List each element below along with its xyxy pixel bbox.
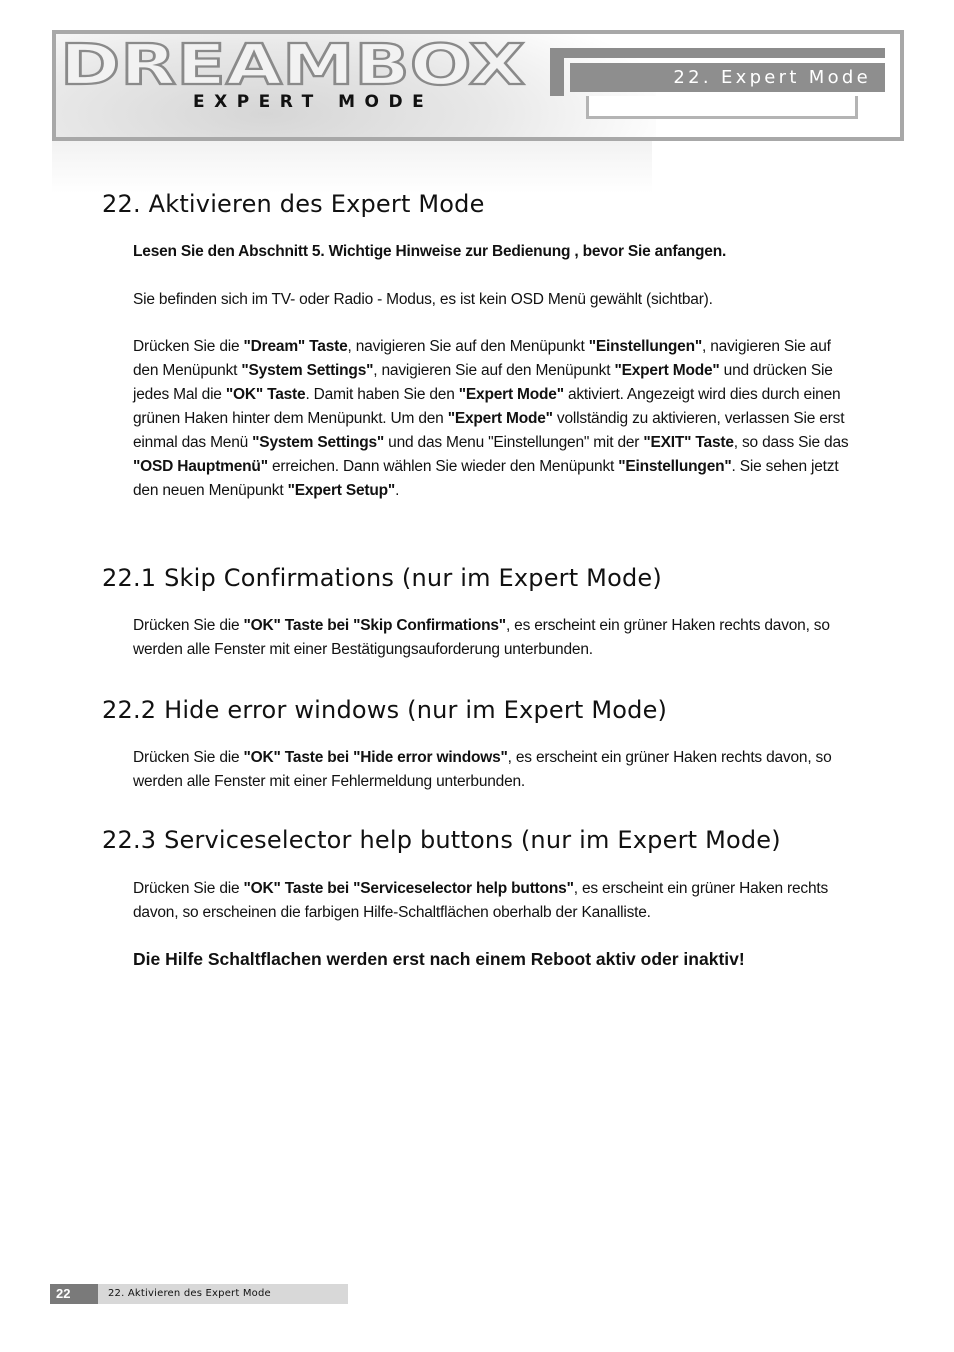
chapter-box-shadow bbox=[550, 48, 564, 96]
section-heading: 22.1 Skip Confirmations (nur im Expert Mode) bbox=[102, 564, 662, 592]
text-run: Drücken Sie die bbox=[133, 880, 244, 897]
paragraph bbox=[133, 240, 853, 264]
bold-text: "OK" Taste bei "Hide error windows" bbox=[243, 749, 508, 766]
bold-text: "Dream" Taste bbox=[243, 338, 348, 355]
paragraph bbox=[133, 288, 853, 312]
text-run: , so dass Sie das bbox=[733, 434, 849, 451]
section-heading: 22.3 Serviceselector help buttons (nur im Expert Mode) bbox=[102, 826, 781, 854]
bold-text: "OK" Taste bbox=[225, 386, 306, 403]
paragraph bbox=[133, 614, 853, 662]
bold-text: "EXIT" Taste bbox=[643, 434, 734, 451]
text-run: und drücken Sie jedes Mal die bbox=[133, 362, 833, 403]
bold-text: "OK" Taste bei "Serviceselector help buttons" bbox=[243, 880, 574, 897]
text-run: . bbox=[395, 482, 400, 499]
warning-note: Die Hilfe Schaltflachen werden erst nach einem Reboot aktiv oder inaktiv! bbox=[133, 949, 745, 969]
text-run: . Sie sehen jetzt den neuen Menüpunkt bbox=[133, 458, 839, 499]
paragraph bbox=[133, 335, 853, 503]
chapter-title: 22. Expert Mode bbox=[673, 67, 871, 88]
paragraph bbox=[133, 877, 853, 925]
text-run: , es erscheint ein grüner Haken rechts davon, so werden alle Fenster mit einer Bestätigungsauforderung unterbunden. bbox=[133, 617, 830, 658]
chapter-title-box bbox=[570, 63, 885, 92]
text-run: , es erscheint ein grüner Haken rechts davon, so werden alle Fenster mit einer Fehlermeldung unterbunden. bbox=[133, 749, 832, 790]
bold-text: "Expert Mode" bbox=[458, 386, 564, 403]
text-run: Drücken Sie die bbox=[133, 617, 244, 634]
paragraph bbox=[133, 746, 853, 794]
header-fade bbox=[52, 133, 652, 193]
bold-text: "OSD Hauptmenü" bbox=[133, 458, 268, 475]
text-run: aktiviert. Angezeigt wird dies durch einen grünen Haken hinter dem Menüpunkt. Um den bbox=[133, 386, 841, 427]
text-run: , navigieren Sie auf den Menüpunkt bbox=[347, 338, 589, 355]
bold-text: "Expert Setup" bbox=[287, 482, 396, 499]
text-run: Sie befinden sich im TV- oder Radio - Modus, es ist kein OSD Menü gewählt (sichtbar). bbox=[133, 291, 713, 308]
text-run: vollständig zu aktivieren, verlassen Sie erst einmal das Menü bbox=[133, 410, 845, 451]
bold-text: "System Settings" bbox=[252, 434, 385, 451]
logo-text: DREAMBOX bbox=[60, 38, 525, 90]
text-run: , navigieren Sie auf den Menüpunkt bbox=[133, 338, 831, 379]
footer-section-label: 22. Aktivieren des Expert Mode bbox=[98, 1284, 348, 1304]
bold-text: "Expert Mode" bbox=[614, 362, 720, 379]
bold-text: "OK" Taste bei "Skip Confirmations" bbox=[243, 617, 506, 634]
text-run: erreichen. Dann wählen Sie wieder den Menüpunkt bbox=[267, 458, 619, 475]
bold-text: "Einstellungen" bbox=[618, 458, 732, 475]
chapter-top-bar bbox=[564, 48, 885, 58]
page-number: 22 bbox=[50, 1284, 98, 1304]
section-heading: 22. Aktivieren des Expert Mode bbox=[102, 190, 485, 218]
text-run: , es erscheint ein grüner Haken rechts davon, so erscheinen die farbigen Hilfe-Schaltflächen oberhalb der Kanalliste. bbox=[133, 880, 829, 921]
bold-text: Lesen Sie den Abschnitt 5. Wichtige Hinweise zur Bedienung , bevor Sie anfangen. bbox=[133, 243, 727, 260]
text-run: , navigieren Sie auf den Menüpunkt bbox=[373, 362, 615, 379]
bold-text: "Expert Mode" bbox=[447, 410, 553, 427]
chapter-tab bbox=[586, 96, 858, 119]
dreambox-logo bbox=[60, 38, 530, 90]
section-heading: 22.2 Hide error windows (nur im Expert Mode) bbox=[102, 696, 668, 724]
text-run: Drücken Sie die bbox=[133, 338, 244, 355]
text-run: . Damit haben Sie den bbox=[305, 386, 459, 403]
text-run: und das Menu "Einstellungen" mit der bbox=[384, 434, 644, 451]
bold-text: "Einstellungen" bbox=[588, 338, 703, 355]
bold-text: "System Settings" bbox=[241, 362, 374, 379]
text-run: Drücken Sie die bbox=[133, 749, 244, 766]
logo-subtitle: EXPERT MODE bbox=[193, 92, 434, 112]
